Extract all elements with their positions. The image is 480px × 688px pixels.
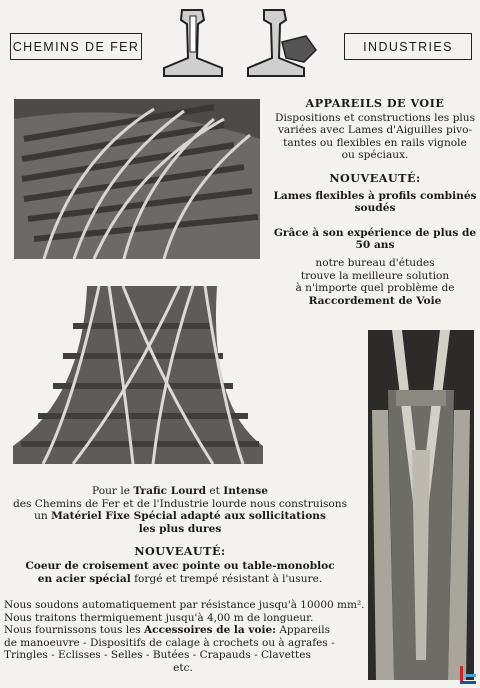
- corner-brand-icon: [458, 666, 478, 686]
- rail-profile-logo-right: [246, 6, 330, 82]
- section2-coeur-line-2-bold: en acier spécial: [37, 572, 131, 585]
- section1-text: [270, 97, 480, 307]
- section2-line-4: les plus dures: [138, 522, 222, 535]
- section1-para-line-3: tantes ou flexibles en rails vignole: [283, 136, 467, 149]
- section1-bureau-line-1: notre bureau d'études: [315, 256, 435, 269]
- section1-para-line-4: ou spéciaux.: [341, 149, 409, 162]
- section2-p5: Tringles - Eclisses - Selles - Butées - Crapauds - Clavettes: [4, 649, 311, 662]
- section1-exp-line-1: Grâce à son expérience de plus de: [273, 226, 477, 239]
- section1-raccord: Raccordement de Voie: [308, 294, 442, 307]
- photo-curved-switch: [14, 99, 260, 259]
- section2-p3-bold: Accessoires de la voie:: [144, 624, 277, 637]
- section1-bureau-line-2: trouve la meilleure solution: [300, 269, 450, 282]
- section2-line-1-pre: Pour le: [92, 485, 134, 497]
- section1-new-heading: NOUVEAUTÉ:: [329, 170, 421, 185]
- section2-p1: Nous soudons automatiquement par résistance jusqu'à 10000 mm².: [4, 599, 365, 611]
- section1-para-line-1: Dispositions et constructions les plus: [274, 111, 476, 124]
- section2-coeur-line-2: [0, 573, 360, 586]
- header-right-box: [344, 33, 472, 60]
- section2-line-3-bold: Matériel Fixe Spécial adapté aux sollicitations: [51, 510, 326, 523]
- section2-coeur-line-2-rest: forgé et trempé résistant à l'usure.: [130, 572, 323, 585]
- section2-line-1-mid: et: [206, 485, 224, 497]
- section2-coeur-line-1: Coeur de croisement avec pointe ou table-monobloc: [25, 559, 335, 572]
- section2-line-2: des Chemins de Fer et de l'Industrie lourde nous construisons: [12, 497, 348, 510]
- section1-new-line-2: soudés: [354, 202, 396, 215]
- photo-crossing-nose: [368, 330, 474, 680]
- section1-para-line-2: variées avec Lames d'Aiguilles pivo-: [277, 124, 473, 137]
- section2-line-3-pre: un: [34, 510, 52, 523]
- header-left-label: CHEMINS DE FER: [12, 39, 140, 54]
- section2-text: [0, 485, 360, 585]
- section2-p3-rest: Appareils: [276, 624, 330, 637]
- section2-p2: Nous traitons thermiquement jusqu'à 4,00 m de longueur.: [4, 611, 314, 624]
- section2-paragraphs: [4, 599, 365, 675]
- section2-line-1: [0, 485, 360, 498]
- header-left-box: [10, 33, 142, 60]
- section2-line-3: [0, 510, 360, 523]
- section2-line-1-bold-2: Intense: [223, 485, 268, 497]
- rail-profile-logo-left: [160, 6, 240, 82]
- section1-title: APPAREILS DE VOIE: [305, 96, 445, 110]
- section2-p6: etc.: [173, 661, 193, 674]
- section2-line-1-bold-1: Trafic Lourd: [133, 485, 206, 497]
- section2-p3: [4, 624, 362, 637]
- header-right-label: INDUSTRIES: [363, 39, 453, 54]
- section2-p3-pre: Nous fournissons tous les: [4, 624, 145, 637]
- photo-crossing: [13, 286, 263, 464]
- section2-new-heading: NOUVEAUTÉ:: [134, 544, 226, 559]
- section1-exp-line-2: 50 ans: [355, 239, 395, 252]
- section2-p4: de manoeuvre - Dispositifs de calage à crochets ou à agrafes -: [4, 636, 335, 649]
- section1-new-line-1: Lames flexibles à profils combinés: [273, 189, 477, 202]
- section1-bureau-line-3: à n'importe quel problème de: [295, 282, 455, 295]
